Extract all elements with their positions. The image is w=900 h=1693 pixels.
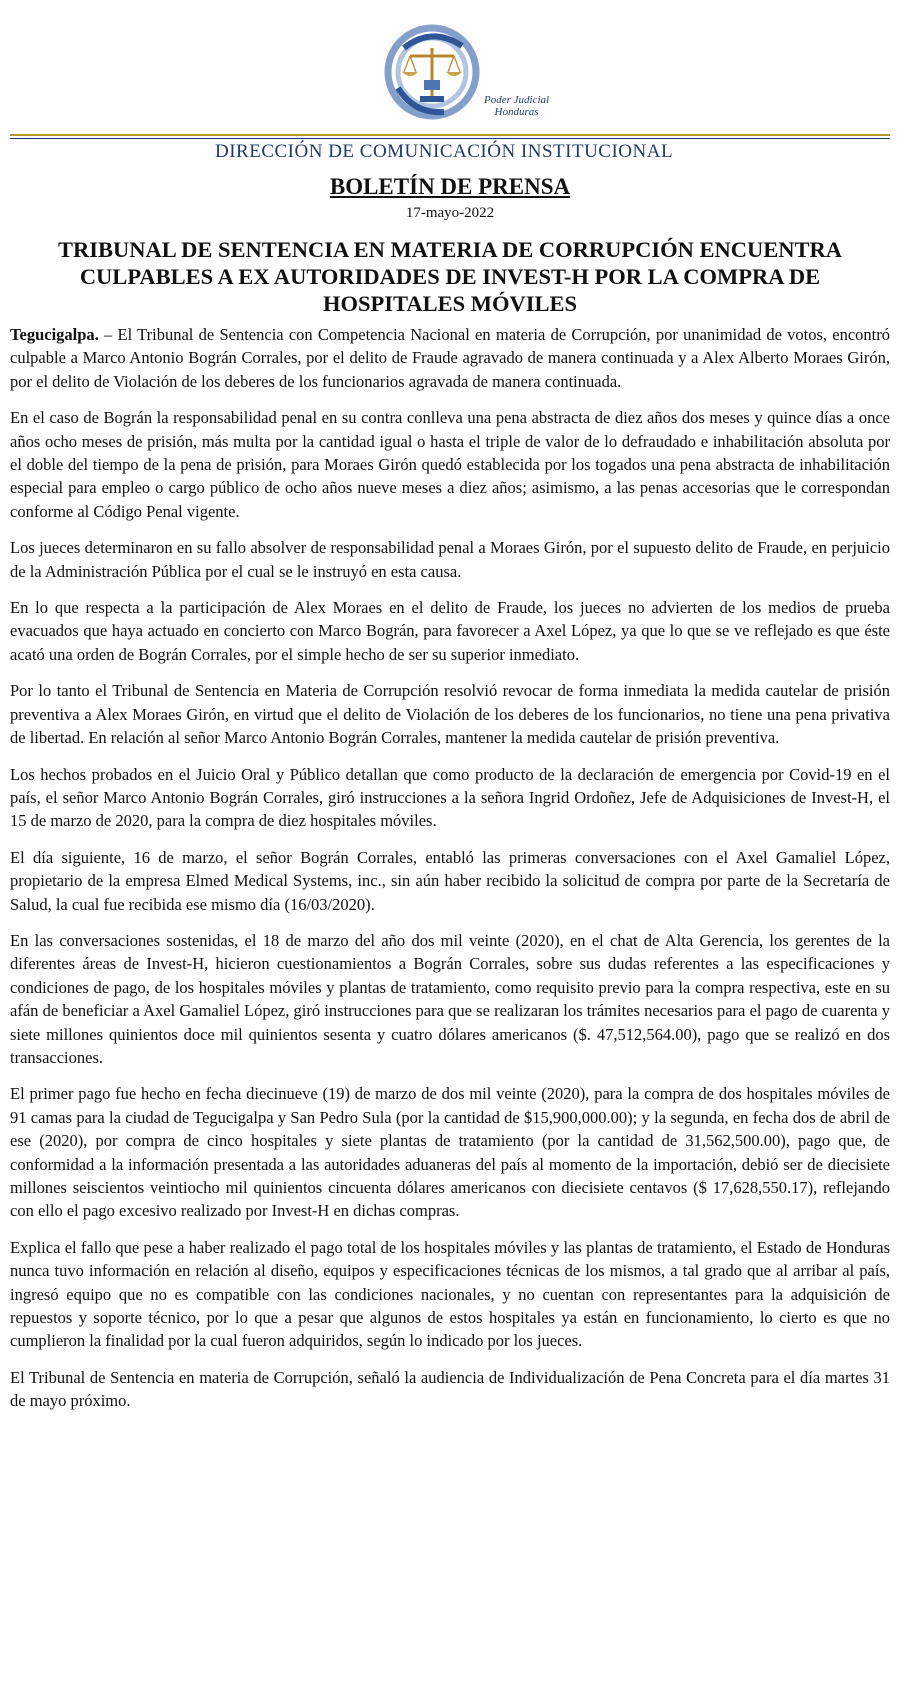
- dateline: Tegucigalpa.: [10, 325, 99, 344]
- bulletin-date: 17-mayo-2022: [405, 205, 495, 221]
- paragraph: El primer pago fue hecho en fecha diecinueve (19) de marzo de dos mil veinte (2020), para la compra de dos hospitales móviles de 91 camas para la ciudad de Tegucigalpa y San Pedro Sula (por la cantidad de $15,900,000.00); y la segunda, en fecha dos de abril de ese (2020), por compra de cinco hospitales y siete plantas de tratamiento (por la cantidad de 31,562,500.00), pago que, de conformidad a la información presentada a las autoridades aduaneras del país al momento de la importación, debió ser de diecisiete millones seiscientos veintiocho mil quinientos cincuenta dólares americanos con diecisiete centavos ($ 17,628,550.17), reflejando con ello el pago excesivo realizado por Invest-H en dichas compras.: [10, 1084, 890, 1221]
- paragraph: Los hechos probados en el Juicio Oral y Público detallan que como producto de la declaración de emergencia por Covid-19 en el país, el señor Marco Antonio Bográn Corrales, giró instrucciones a la señora Ingrid Ordoñez, Jefe de Adquisiciones de Invest-H, el 15 de marzo de 2020, para la compra de diez hospitales móviles.: [10, 764, 890, 831]
- paragraph: Tegucigalpa. – El Tribunal de Sentencia con Competencia Nacional en materia de Corrupción, por unanimidad de votos, encontró culpable a Marco Antonio Bográn Corrales, por el delito de Fraude agravado de manera continuada y a Alex Alberto Moraes Girón, por el delito de Violación de los deberes de los funcionarios agravada de manera continuada.: [10, 325, 890, 391]
- paragraph: El Tribunal de Sentencia en materia de Corrupción, señaló la audiencia de Individualización de Pena Concreta para el día martes 31 de mayo próximo.: [10, 1367, 890, 1411]
- article-body: [0, 323, 900, 1413]
- organization-name: Poder Judicial Honduras: [484, 94, 550, 118]
- paragraph: En las conversaciones sostenidas, el 18 de marzo del año dos mil veinte (2020), en el chat de Alta Gerencia, los gerentes de la diferentes áreas de Invest-H, hicieron cuestionamientos a Bográn Corrales, sobre sus dudas referentes a las especificaciones y condiciones de pago, de los hospitales móviles y plantas de tratamiento, como requisito previo para la compra respectiva, este en su afán de beneficiar a Axel Gamaliel López, giró instrucciones para que se realizaran los trámites necesarios para el pago de cuarenta y siete millones quinientos doce mil quinientos sesenta y cuatro dólares americanos ($. 47,512,564.00), pago que se realizó en dos transacciones.: [10, 930, 890, 1067]
- paragraph: Los jueces determinaron en su fallo absolver de responsabilidad penal a Moraes Girón, por el supuesto delito de Fraude, en perjuicio de la Administración Pública por el cual se le instruyó en esta causa.: [10, 538, 890, 581]
- header-rule-blue: [10, 138, 890, 139]
- title-block: [0, 174, 900, 222]
- paragraph: Por lo tanto el Tribunal de Sentencia en Materia de Corrupción resolvió revocar de forma inmediata la medida cautelar de prisión preventiva a Alex Moraes Girón, en virtud que el delito de Violación de los deberes de los funcionarios, no tiene una pena privativa de libertad. En relación al señor Marco Antonio Bográn Corrales, mantener la medida cautelar de prisión preventiva.: [10, 681, 890, 748]
- paragraph: Explica el fallo que pese a haber realizado el pago total de los hospitales móviles y las plantas de tratamiento, el Estado de Honduras nunca tuvo información en relación al diseño, equipos y especificaciones técnicas de los mismos, a tal grado que al arribar al país, ingresó equipo que no es compatible con las condiciones nacionales, y no cuentan con representantes para la adquisición de repuestos y soporte técnico, por lo que a pesar que algunos de estos hospitales ya están en funcionamiento, lo cierto es que no cumplieron la finalidad por la cual fueron adquiridos, según lo indicado por los jueces.: [10, 1237, 890, 1351]
- paragraph: En el caso de Bográn la responsabilidad penal en su contra conlleva una pena abstracta de diez años dos meses y quince días a once años ocho meses de prisión, más multa por la cantidad igual o hasta el triple de valor de lo defraudado e inhabilitación absoluta por el doble del tiempo de la pena de prisión, para Moraes Girón quedó establecida por los togados una pena abstracta de inhabilitación especial para empleo o cargo público de ocho años nueve meses a diez años; asimismo, a las penas accesorias que le correspondan conforme al Código Penal vigente.: [10, 408, 890, 521]
- letterhead: [0, 0, 900, 168]
- headline: TRIBUNAL DE SENTENCIA EN MATERIA DE CORRUPCIÓN ENCUENTRA CULPABLES A EX AUTORIDADES DE INVEST-H POR LA COMPRA DE HOSPITALES MÓVILES: [57, 237, 843, 316]
- header-rule-gold: [10, 134, 890, 136]
- paragraph: En lo que respecta a la participación de Alex Moraes en el delito de Fraude, los jueces no advierten de los medios de prueba evacuados que haya actuado en concierto con Marco Bográn, para favorecer a Axel López, ya que lo que se ve reflejado es que éste acató una orden de Bográn Corrales, por el simple hecho de ser su superior inmediato.: [10, 598, 890, 664]
- department-name: DIRECCIÓN DE COMUNICACIÓN INSTITUCIONAL: [215, 141, 674, 162]
- bulletin-title: BOLETÍN DE PRENSA: [329, 174, 571, 199]
- paragraph: El día siguiente, 16 de marzo, el señor Bográn Corrales, entabló las primeras conversaciones con el Axel Gamaliel López, propietario de la empresa Elmed Medical Systems, inc., sin aún haber recibido la solicitud de compra por parte de la Secretaría de Salud, la cual fue recibida ese mismo día (16/03/2020).: [10, 847, 890, 914]
